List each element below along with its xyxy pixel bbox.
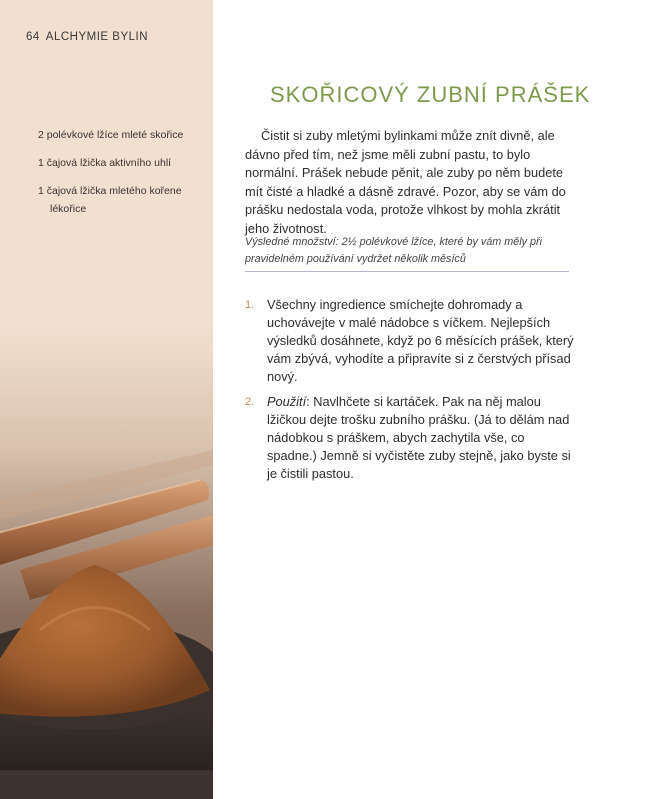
book-title: ALCHYMIE BYLIN [45, 31, 149, 43]
ingredient-item: 1 čajová lžička aktivního uhlí [38, 157, 172, 169]
divider [245, 271, 569, 272]
step-text: : Navlhčete si kartáček. Pak na něj malou lžičkou dejte trošku zubního prášku. (Já to dělám nad nádobkou s práškem, abych zachytila vše, co spadne.) Jemně si vyčistěte zuby stejně, jako byste si je čistili pastou. [267, 394, 571, 481]
running-head [26, 31, 148, 43]
step-label: Použití [267, 394, 307, 409]
recipe-yield: Výsledné množství: 2½ polévkové lžíce, které by vám měly při pravidelném používání vydržet několik měsíců [245, 236, 543, 265]
step-text: Všechny ingredience smíchejte dohromady a uchovávejte v malé nádobce s víčkem. Nejlepších výsledků dosáhnete, když po 6 měsících prášek, který vám zbývá, vyhodíte a připravíte si z čerstvých přísad nový. [267, 297, 574, 384]
instruction-step [245, 393, 575, 483]
page-number: 64 [26, 31, 40, 43]
instruction-list [245, 296, 575, 490]
instruction-step [245, 296, 575, 386]
recipe-intro: Čistit si zuby mletými bylinkami může znít divně, ale dávno před tím, než jsme měli zubní pastu, to bylo normální. Prášek nebude pěnit, ale zuby po něm budete mít čisté a hladké a dásně zdravé. Pozor, aby se vám do prášku nedostala voda, protože vlhkost by mohla zkrátit jeho životnost. [245, 128, 566, 236]
ingredient-item: 2 polévkové lžíce mleté skořice [38, 129, 184, 141]
ingredient-list [38, 126, 208, 228]
recipe-title: SKOŘICOVÝ ZUBNÍ PRÁŠEK [270, 82, 591, 107]
step-number: 2. [245, 396, 255, 408]
cinnamon-photo [0, 330, 213, 799]
sidebar-panel [0, 0, 213, 799]
ingredient-item: 1 čajová lžička mletého kořene lékořice [38, 185, 182, 215]
step-number: 1. [245, 299, 255, 311]
